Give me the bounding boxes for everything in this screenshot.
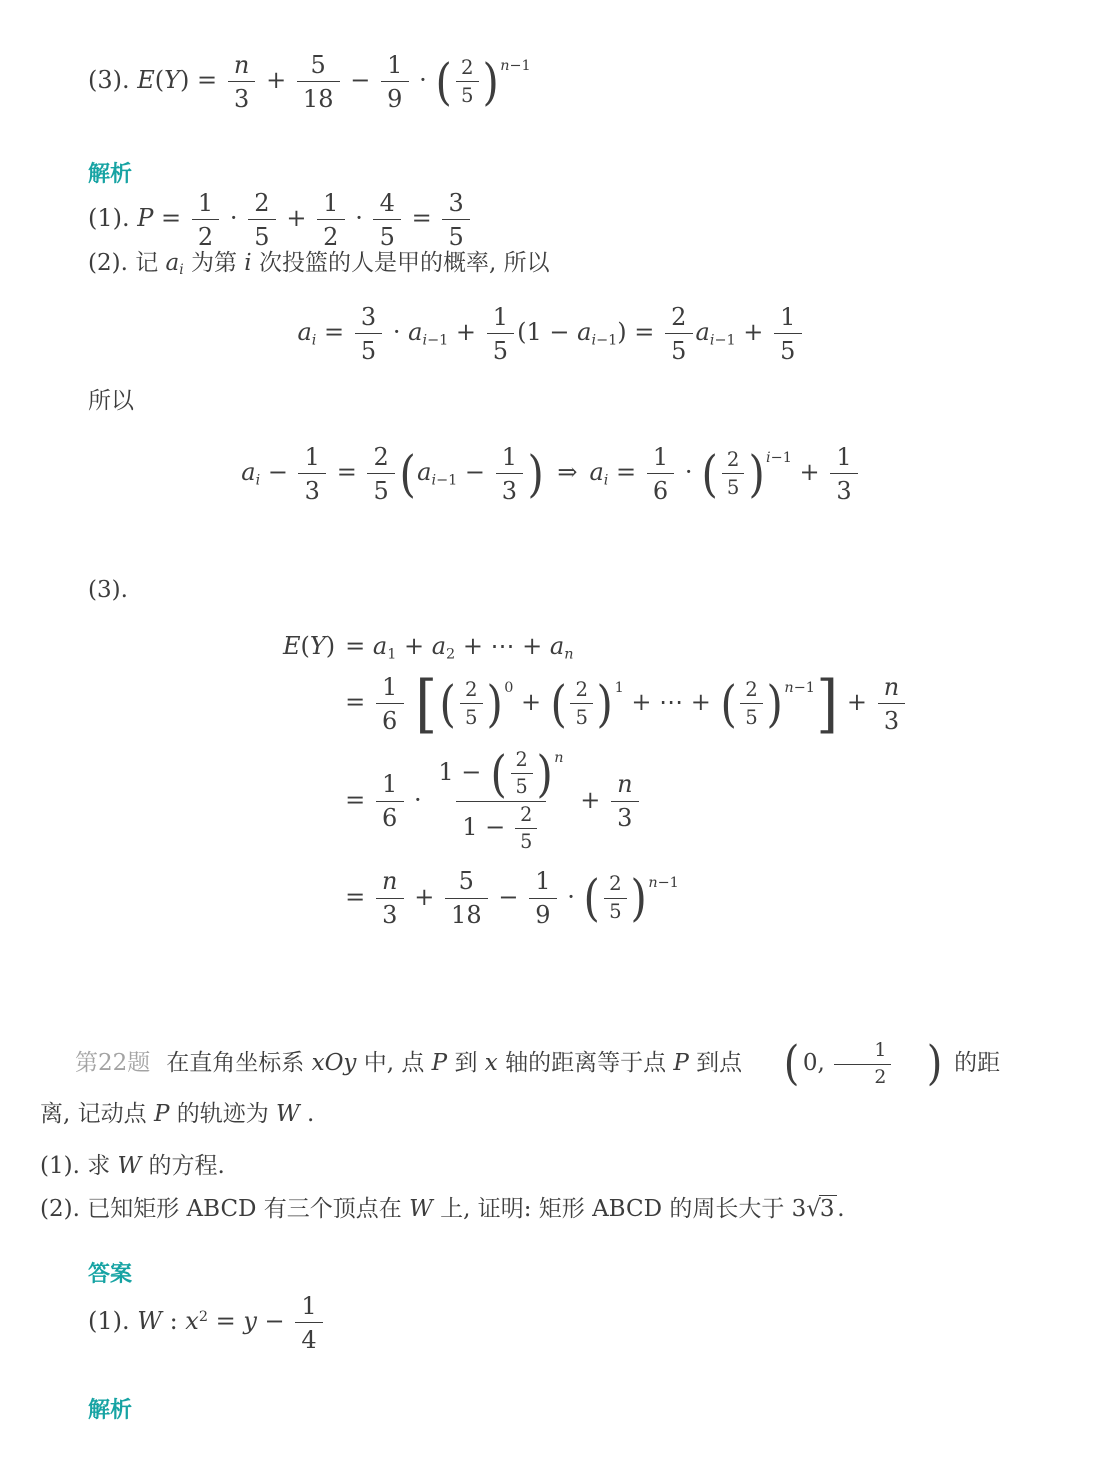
heading-answer: 答案: [88, 1261, 133, 1286]
line-part2-setup: (2). 记 ai 为第 i 次投篮的人是甲的概率, 所以: [88, 250, 550, 279]
q22-statement-text: 在直角坐标系 xOy 中, 点 P 到 x 轴的距离等于点 P 到点 ( 0, $\frac{1}{2}$ ) 的距离, 记动点 P 的轨迹为 W .: [40, 1036, 1001, 1128]
formula-part3-result: (3). E(Y) = $\frac{n}{3}$ + $\frac{5}{18}$ − $\frac{1}{9}$ · ( $\frac{2}{5}$ )$^{n-1}$: [88, 51, 531, 113]
ey-derivation: [283, 632, 908, 930]
equation-closed-form: ai − $\frac{1}{3}$ = $\frac{2}{5}$ (ai−1 − $\frac{1}{3}$ ) ⇒ ai = $\frac{1}{6}$ · ( $\frac{2}{5}$ )$^{i-1}$ + $\frac{1}{3}$: [0, 442, 1102, 506]
equation-line-rhs: = $\frac{1}{6}$ · 1 − ( $\frac{2}{5}$ )$^n$ 1 − $\frac{2}{5}$ + $\frac{n}{3}$: [345, 748, 642, 854]
formula-part1: (1). P = $\frac{1}{2}$ · $\frac{2}{5}$ + $\frac{1}{2}$ · $\frac{4}{5}$ = $\frac{3}{5}$: [88, 188, 473, 252]
q22-part2: (2). 已知矩形 ABCD 有三个顶点在 W 上, 证明: 矩形 ABCD 的周长大于 3√3 .: [40, 1196, 845, 1222]
equation-line-lhs: E(Y): [283, 632, 336, 660]
text-suoyi: 所以: [88, 388, 134, 414]
heading-analysis-2: 解析: [88, 1397, 133, 1422]
q22-statement: [40, 1038, 1030, 1140]
formula-answer-w: (1). W : $x^2 = y$ − $\frac{1}{4}$: [88, 1291, 326, 1355]
q22-number-label: 第22题: [75, 1050, 151, 1076]
q22-part1: (1). 求 W 的方程.: [40, 1153, 225, 1179]
label-part3: (3).: [88, 577, 128, 603]
equation-line-rhs: = $\frac{n}{3}$ + $\frac{5}{18}$ − $\frac{1}{9}$ · ( $\frac{2}{5}$ )$^{n-1}$: [345, 867, 679, 930]
equation-line-rhs: = $\frac{1}{6}$ [( $\frac{2}{5}$ )$^0$ + ( $\frac{2}{5}$ )$^1$ + ⋯ + ( $\frac{2}{5}$ )$^{n-1}$] + $\frac{n}{3}$: [345, 672, 908, 736]
equation-line-rhs: = a1 + a2 + ⋯ + an: [345, 632, 574, 663]
heading-analysis-1: 解析: [88, 161, 133, 186]
equation-recurrence: ai = $\frac{3}{5}$ · ai−1 + $\frac{1}{5}$ (1 − ai−1) = $\frac{2}{5}$ ai−1 + $\frac{1}{5}$: [0, 302, 1102, 366]
